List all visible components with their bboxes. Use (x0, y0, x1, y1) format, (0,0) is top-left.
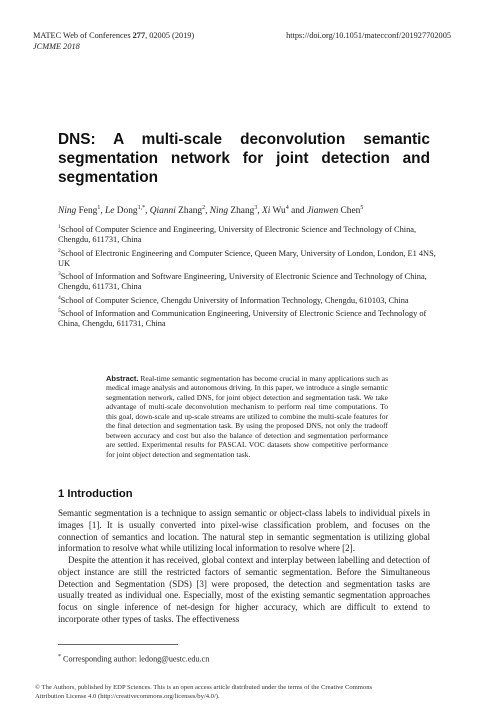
footnote-text: Corresponding author: ledong@uestc.edu.cn (61, 654, 210, 664)
author: Xi Wu$^4$ and (262, 205, 307, 217)
doi-link[interactable]: https://doi.org/10.1051/matecconf/201927702005 (286, 31, 451, 40)
affiliation: $^3$School of Information and Software Engineering, University of Electronic Science and Technology of China, Chengdu, 611731, China (58, 271, 427, 292)
author: Ning Feng$^1$, (58, 205, 106, 217)
journal-citation: MATEC Web of Conferences 277, 02005 (2019) (33, 31, 195, 40)
abstract-text: Real-time semantic segmentation has become crucial in many applications such as medical image analysis and autonomous driving. In this paper, we introduce a single semantic segmentation network, called DNS, for joint object detection and segmentation task. We take advantage of multi-scale deconvolution mechanism to perform real time computations. To this goal, down-scale and up-scale streams are utilized to combine the multi-scale features for the final detection and segmentation task. By using the proposed DNS, not only the tradeoff between accuracy and cost but also the balance of detection and segmentation performance are settled. Experimental results for PASCAL VOC datasets show competitive performance for joint object detection and segmentation task. (106, 374, 388, 459)
author: Qianni Zhang$^2$, (149, 205, 210, 217)
author-list (58, 202, 438, 217)
author: Le Dong$^{1,*}$, (105, 205, 150, 217)
author: Jianwen Chen$^5$ (306, 205, 364, 217)
body-paragraph: Semantic segmentation is a technique to assign semantic or object-class labels to individual pixels in images [1]. It is usually converted into pixel-wise classification problem, and focuses on the connection of semantics and location. The natural step in semantic segmentation is utilizing global information to resolve what while utilizing local information to resolve where [2]. (58, 508, 430, 554)
license-footer (35, 683, 455, 701)
paper-title: DNS: A multi-scale deconvolution semantic segmentation network for joint detection and segmentation (58, 131, 430, 186)
volume-number: 277 (132, 31, 146, 40)
affiliation: $^1$School of Computer Science and Engineering, University of Electronic Science and Technology of China, Chengdu, 611731, China (58, 224, 417, 245)
license-line: © The Authors, published by EDP Sciences. This is an open access article distributed under the terms of the Creative Commons (35, 684, 373, 691)
section-body (58, 508, 430, 626)
affiliation: $^4$School of Computer Science, Chengdu University of Information Technology, Chengdu, 610103, China (58, 294, 409, 305)
footnote: * Corresponding author: ledong@uestc.edu.cn (58, 654, 210, 664)
abstract (106, 374, 388, 459)
body-paragraph: Despite the attention it has received, global context and interplay between labelling and detection of object instance are still the restricted factors of semantic segmentation. Before the Simultaneous Detection and Segmentation (SDS) [3] were proposed, the detection and segmentation tasks are usually treated as individual one. Especially, most of the existing semantic segmentation approaches focus on single inference of net-design for higher accuracy, which are difficult to extend to incorporate other types of tasks. The effectiveness (58, 555, 430, 624)
affiliation: $^5$School of Information and Communication Engineering, University of Electronic Science and Technology of China, Chengdu, 611731, China (58, 308, 427, 329)
section-heading: 1 Introduction (58, 488, 133, 500)
abstract-label: Abstract. (106, 374, 139, 383)
footnote-rule (58, 644, 178, 645)
affiliation: $^2$School of Electronic Engineering and Computer Science, Queen Mary, University of London, London, E1 4NS, UK (58, 247, 436, 268)
conference-name: JCMME 2018 (33, 42, 80, 51)
running-header (33, 30, 451, 52)
affiliation-list (58, 222, 448, 330)
author: Ning Zhang$^3$, (209, 205, 263, 217)
license-line: Attribution License 4.0 (http://creativecommons.org/licenses/by/4.0/). (35, 693, 220, 700)
